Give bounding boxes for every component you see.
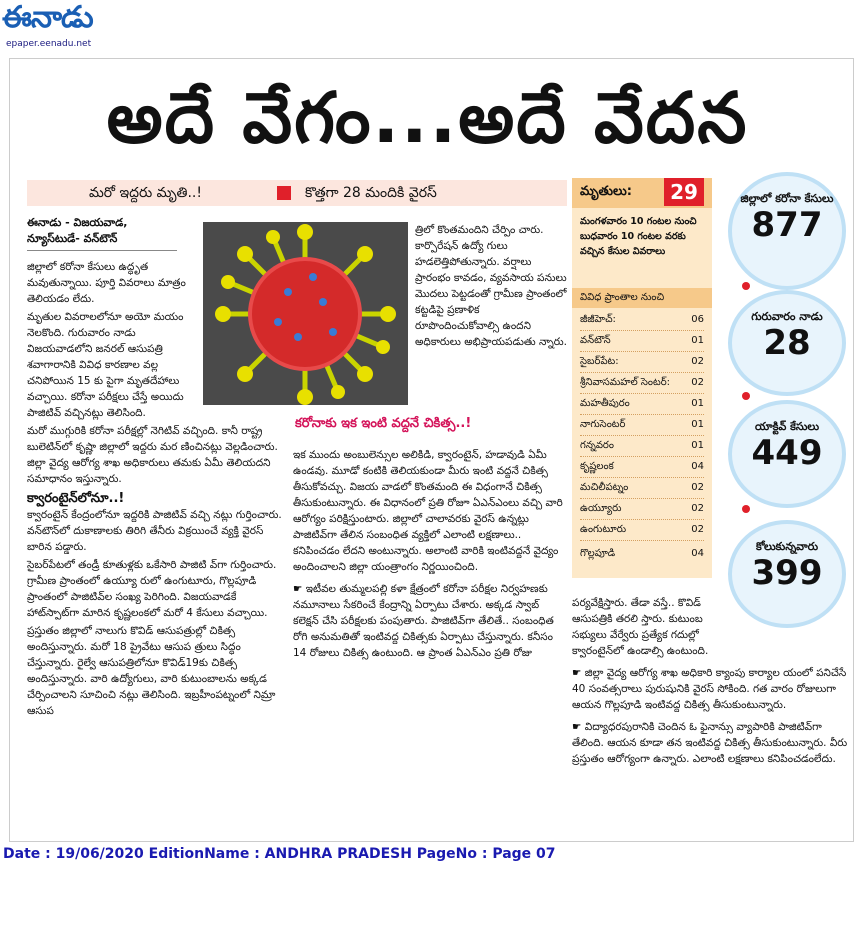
stat-label: కోలుకున్నవారు: [755, 540, 819, 553]
connector-dot: [742, 392, 750, 400]
deaths-box: [572, 178, 712, 578]
column-3: [572, 595, 850, 773]
death-place: నాగుసెంటర్: [580, 419, 626, 430]
deaths-count: 29: [664, 178, 704, 206]
subhead-bar: [27, 180, 567, 206]
stat-label: గురువారం నాడు: [751, 310, 823, 323]
coronavirus-image: [203, 222, 408, 405]
paragraph: ☛ జిల్లా వైద్య ఆరోగ్య శాఖ అధికారి క్యాంపు కార్యాల యంలో పనిచేసే 40 సంవత్సరాలు పురుషునికి వైరస్ సోకింది. గత వారం రోజులుగా ఆయన గొల్లపూడి ఇంటివద్ద చికిత్స తీసుకుంటున్నారు.: [572, 667, 847, 711]
death-row: [580, 373, 704, 394]
deaths-note: మంగళవారం 10 గంటల నుంచి బుధవారం 10 గంటల వరకు వచ్చిన కేసుల వివరాలు: [580, 216, 697, 257]
death-count: 01: [691, 440, 704, 451]
death-row: [580, 520, 704, 541]
death-count: 01: [691, 335, 704, 346]
subhead-left: మరో ఇద్దరు మృతి..!: [89, 185, 202, 201]
death-place: మహతీపురం: [580, 398, 630, 409]
column-2-upper: [415, 222, 567, 350]
paragraph: పర్యవేక్షిస్తారు. తేడా వస్తే.. కొవిడ్ ఆసుపత్రికి తరలి స్తారు. కుటుంబ సభ్యులు వేర్వేరు ప్రత్యేక గదుల్లో క్వారంటైన్‌లో ఉండాల్సి ఉంటుంది.: [572, 597, 709, 657]
byline-line: న్యూస్‌టుడే- వన్‌టౌన్: [27, 231, 177, 251]
death-place: మచిలీపట్నం: [580, 482, 629, 493]
quarantine-heading: క్వారంటైన్‌లోనూ..!: [27, 491, 125, 506]
headline: అదే వేగం...అదే వేదన: [106, 77, 749, 159]
death-place: ఉంగుటూరు: [580, 524, 627, 535]
death-place: శ్రీనివాసమహల్ సెంటర్:: [580, 377, 670, 388]
stat-value: 28: [763, 323, 811, 363]
death-place: వన్‌టౌన్: [580, 335, 611, 346]
death-row: [580, 499, 704, 520]
death-row: [580, 310, 704, 331]
death-count: 01: [691, 398, 704, 409]
death-count: 01: [691, 419, 704, 430]
death-row: [580, 544, 704, 564]
death-row: [580, 436, 704, 457]
death-count: 06: [691, 314, 704, 325]
death-count: 02: [691, 377, 704, 388]
death-row: [580, 331, 704, 352]
death-count: 02: [691, 356, 704, 367]
death-place: ఉయ్యూరు: [580, 503, 622, 514]
death-place: గొల్లపూడి: [580, 548, 616, 559]
stat-total-cases: [728, 172, 846, 290]
death-place: సైబర్‌పేట:: [580, 356, 619, 367]
death-place: కృష్ణలంక: [580, 461, 614, 472]
death-row: [580, 415, 704, 436]
death-row: [580, 352, 704, 373]
masthead-logo[interactable]: [2, 2, 142, 52]
paragraph: క్వారంటైన్ కేంద్రంలోనూ ఇద్దరికి పాజిటివ్ వచ్చి నట్లు గుర్తించారు. వన్‌టౌన్‌లో దుకాణాలకు తిరిగి తేనీరు విక్రయించే వ్యక్తి వైరస్ బారిన పడ్డారు.: [27, 509, 282, 553]
deaths-sub: వివిధ ప్రాంతాల నుంచి: [572, 288, 712, 308]
death-count: 02: [691, 524, 704, 535]
death-place: గన్నవరం: [580, 440, 614, 451]
stat-label: యాక్టివ్ కేసులు: [754, 420, 820, 433]
stat-today: [728, 290, 846, 396]
paragraph: జిల్లాలో కరోనా కేసులు ఉద్ధృత మవుతున్నాయి. పూర్తి వివరాలు మాత్రం తెలియడం లేదు.: [27, 261, 186, 305]
byline-line: ఈనాడు - విజయవాడ,: [27, 216, 128, 229]
coronavirus-icon: [203, 222, 408, 405]
death-count: 04: [691, 548, 704, 559]
subhead-right: కొత్తగా 28 మందికి వైరస్: [305, 185, 437, 201]
paragraph: ☛ విద్యాధరపురానికి చెందిన ఓ ఫైనాన్సు వ్యాపారికి పాజిటివ్‌గా తేలింది. ఆయన కూడా తన ఇంటివద్ద చికిత్స తీసుకుంటున్నారు. వీరు ప్రస్తుతం ఆరోగ్యంగా ఉన్నారు. ఎలాంటి లక్షణాలు కనిపించడంలేదు.: [572, 721, 848, 765]
stat-label: జిల్లాలో కరోనా కేసులు: [740, 192, 834, 205]
paragraph: ఇక ముందు అంబులెన్సుల అలికిడి, క్వారంటైన్, హడావుడి ఏమీ ఉండవు. మూడో కంటికి తెలియకుండా మీరు ఇంటి వద్దనే చికిత్స తీసుకోవచ్చు. విజయ వాడలో కొంతమంది ఈ విధంగానే చికిత్స తీసుకుంటున్నారు. ఈ విధానంలో ప్రతి రోజూ ఏఎన్ఎంలు వచ్చి వారి ఆరోగ్యం పరిక్షిస్తుంటారు. జిల్లాలో చాలావరకు వైరస్ ఉన్నట్లు పాజిటివ్‌గా తేలిన సంబంధిత వ్యక్తిలో ఎలాంటి లక్షణాలు.. కనిపించడం లేదని అంటున్నారు. అలాంటి వారికి ఇంటివద్దనే వైద్యం అందించాలని జిల్లా యంత్రాంగం నిర్ణయించింది.: [293, 449, 563, 573]
paragraph: త్రిలో కొంతమందిని చేర్పిం చారు. కార్పొరేషన్ ఉద్యో గులు హడలెత్తిపోతున్నారు. వర్షాలు ప్రారంభం కావడం, వ్యవసాయ పనులు మొదలు పెట్టడంతో గ్రామీణ ప్రాంతంలో కట్టడిపై ప్రణాళిక రూపొందించుకోవాల్సి ఉందని అధికారులు అభిప్రాయపడుతు న్నారు.: [415, 224, 567, 348]
paragraph: మరో ముగ్గురికి కరోనా పరీక్షల్లో నెగిటివ్ వచ్చింది. కానీ రాష్ట్ర బులెటిన్‌లో కృష్ణా జిల్లాలో ఇద్దరు మర ణించినట్లు వెల్లడించారు. జిల్లా వైద్య ఆరోగ్య శాఖ అధికారులు తమకు ఏమీ తెలియదని సమాధానం ఇస్తున్నారు.: [27, 425, 278, 485]
stat-value: 399: [751, 553, 823, 593]
death-row: [580, 394, 704, 415]
death-row: [580, 457, 704, 478]
stat-value: 877: [751, 205, 823, 245]
column-2: [293, 447, 568, 667]
death-count: 04: [691, 461, 704, 472]
logo-text: ఈనాడు: [2, 0, 93, 35]
deaths-header: [572, 178, 712, 208]
paragraph: మృతుల వివరాలలోనూ అయో మయం నెలకొంది. గురువారం నాడు విజయవాడలోని జనరల్ ఆసుపత్రి శవాగారానికి వివిధ కారణాల వల్ల చనిపోయిన 15 కు పైగా మృతదేహాలు వచ్చాయి. కరోనా పరీక్షలు చేస్తే అయిదు పాజిటివ్ వచ్చినట్లు తెలిసింది.: [27, 311, 184, 419]
bullet-square-icon: [277, 186, 291, 200]
paragraph: ప్రస్తుతం జిల్లాలో నాలుగు కొవిడ్ ఆసుపత్రుల్లో చికిత్స అందిస్తున్నారు. మరో 18 ప్రైవేటు ఆసుప త్రులు సిద్ధం చేస్తున్నారు. రైల్వే ఆసుపత్రిలోనూ కొవిడ్19కు చికిత్స అందిస్తున్నారు. వారి ఉద్యోగులు, వారి కుటుంబాలను అక్కడ చేర్పించాలని సూచించి నట్లు తెలిసింది. ఇబ్రహీంపట్నంలో నిమ్రా ఆసుప: [27, 625, 276, 717]
connector-dot: [742, 505, 750, 513]
stat-value: 449: [751, 433, 823, 473]
death-place: జీజీహెచ్:: [580, 314, 616, 325]
paragraph: ☛ ఇటీవల తుమ్మలపల్లి కళా క్షేత్రంలో కరోనా పరీక్షల నిర్వహణకు నమూనాలు సేకరించే కేంద్రాన్ని ఏర్పాటు చేశారు. అక్కడ స్వాబ్ కలెక్షన్ చేసి పరీక్షలకు పంపుతారు. పాజిటివ్‌గా తేలితే.. సంబంధిత రోగి అనుమతితో ఇంటివద్ద చికిత్సకు ఏర్పాటు చేస్తున్నారు. కనీసం 14 రోజులు చికిత్స ఉంటుంది. ఆ ప్రాంత ఏఎన్ఎం ప్రతి రోజు: [293, 583, 554, 659]
home-treatment-heading: కరోనాకు ఇక ఇంటి వద్దనే చికిత్స..!: [295, 416, 472, 431]
edition-footer: Date : 19/06/2020 EditionName : ANDHRA PRADESH PageNo : Page 07: [3, 846, 556, 862]
stat-active: [728, 400, 846, 508]
deaths-label: మృతులు:: [580, 184, 632, 199]
logo-url: epaper.eenadu.net: [6, 39, 92, 49]
paragraph: సైబర్‌పేటలో తండ్రీ కూతుళ్లకు ఒకేసారి పాజిటి వ్‌గా గుర్తించారు. గ్రామీణ ప్రాంతంలో ఉయ్యూ రులో ఉంగుటూరు, గొల్లపూడి ప్రాంతంలో పాజిటివ్‌ల సంఖ్య పెరిగింది. విజయవాడకే హాట్‌స్పాట్‌గా మారిన కృష్ణలంకలో మరో 4 కేసులు వచ్చాయి.: [27, 559, 277, 619]
connector-dot: [742, 282, 750, 290]
death-count: 02: [691, 482, 704, 493]
death-row: [580, 478, 704, 499]
death-count: 02: [691, 503, 704, 514]
